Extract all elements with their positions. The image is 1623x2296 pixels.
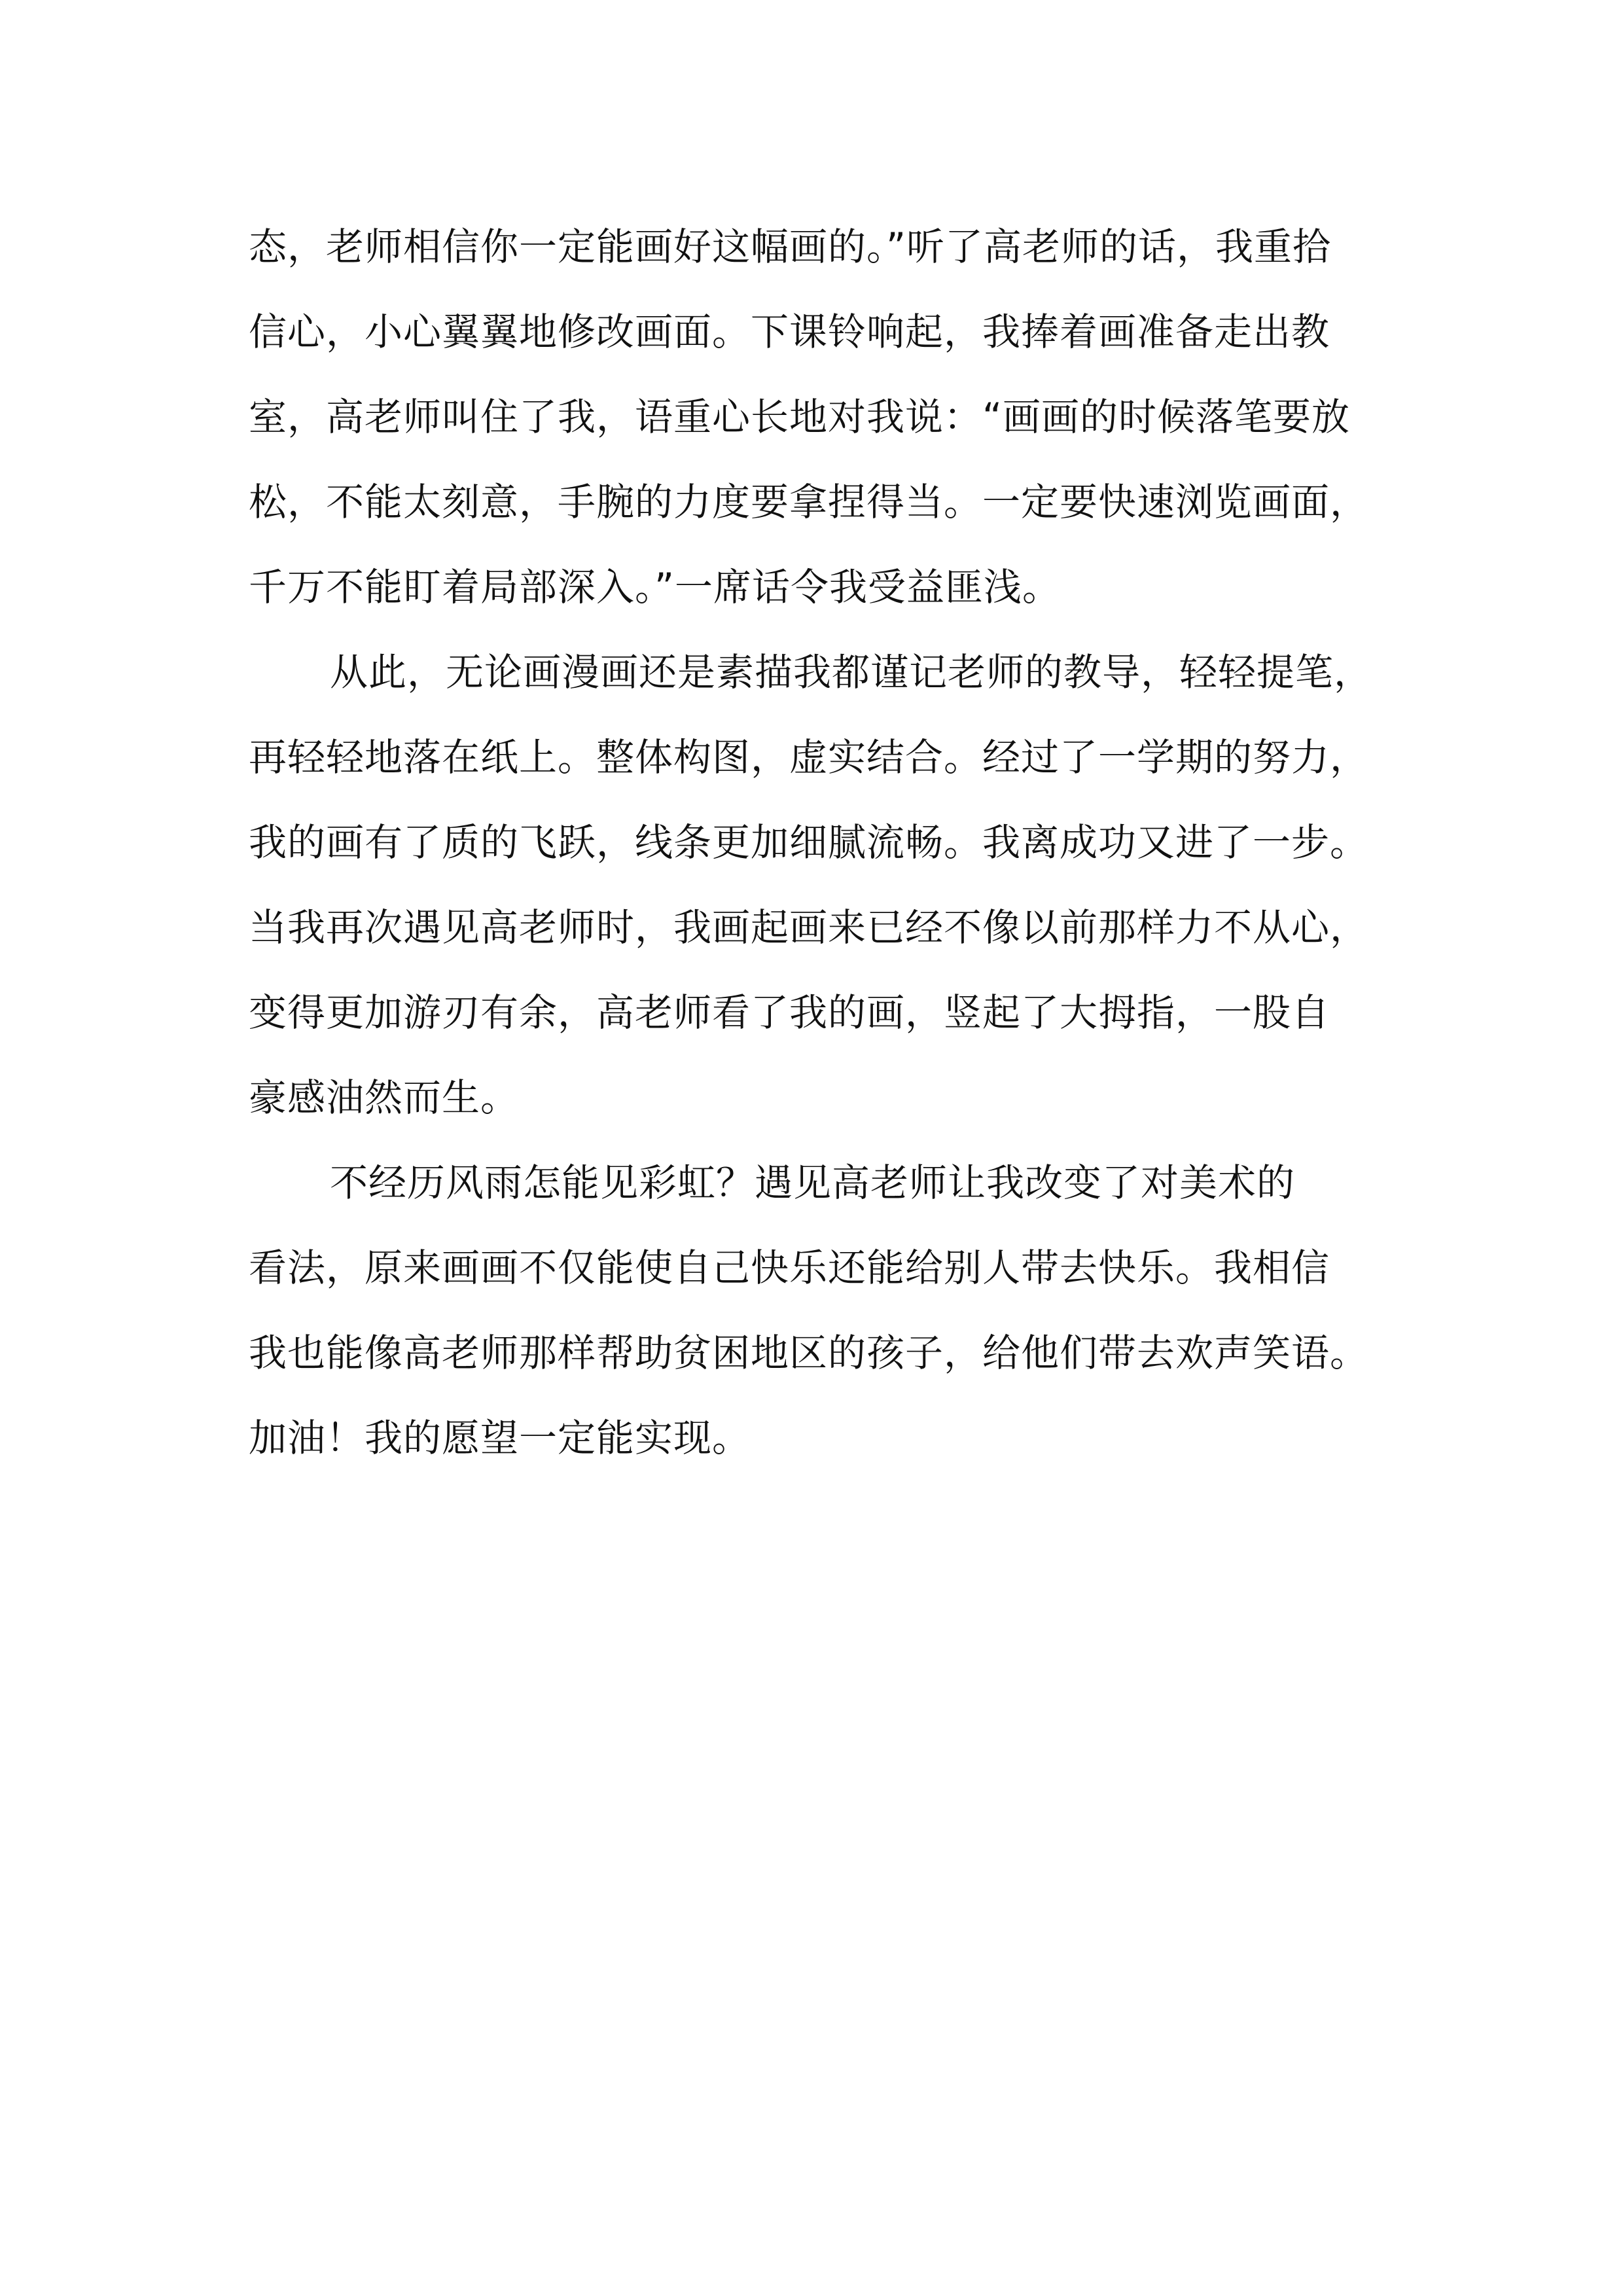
text-line: 变得更加游刃有余，高老师看了我的画，竖起了大拇指，一股自 bbox=[249, 990, 1330, 1035]
text-line: 室，高老师叫住了我，语重心长地对我说：“画画的时候落笔要放 bbox=[249, 395, 1351, 439]
text-line: 态，老师相信你一定能画好这幅画的。”听了高老师的话，我重拾 bbox=[249, 224, 1332, 269]
text-line: 我也能像高老师那样帮助贫困地区的孩子，给他们带去欢声笑语。 bbox=[249, 1331, 1369, 1375]
text-line: 千万不能盯着局部深入。”一席话令我受益匪浅。 bbox=[249, 565, 1061, 609]
text-line: 我的画有了质的飞跃，线条更加细腻流畅。我离成功又进了一步。 bbox=[249, 820, 1369, 865]
text-line: 看法，原来画画不仅能使自己快乐还能给别人带去快乐。我相信 bbox=[249, 1246, 1330, 1290]
paragraph-start-line: 不经历风雨怎能见彩虹？遇见高老师让我改变了对美术的 bbox=[330, 1160, 1296, 1205]
text-line: 松，不能太刻意，手腕的力度要拿捏得当。一定要快速浏览画面， bbox=[249, 480, 1369, 524]
text-line: 信心，小心翼翼地修改画面。下课铃响起，我捧着画准备走出教 bbox=[249, 310, 1330, 354]
text-line: 当我再次遇见高老师时，我画起画来已经不像以前那样力不从心， bbox=[249, 905, 1369, 950]
text-line: 加油！我的愿望一定能实现。 bbox=[249, 1416, 751, 1460]
text-line: 豪感油然而生。 bbox=[249, 1075, 520, 1120]
text-line: 再轻轻地落在纸上。整体构图，虚实结合。经过了一学期的努力， bbox=[249, 735, 1369, 780]
body-text bbox=[249, 204, 1414, 1480]
paragraph-start-line: 从此，无论画漫画还是素描我都谨记老师的教导，轻轻提笔， bbox=[330, 650, 1373, 694]
